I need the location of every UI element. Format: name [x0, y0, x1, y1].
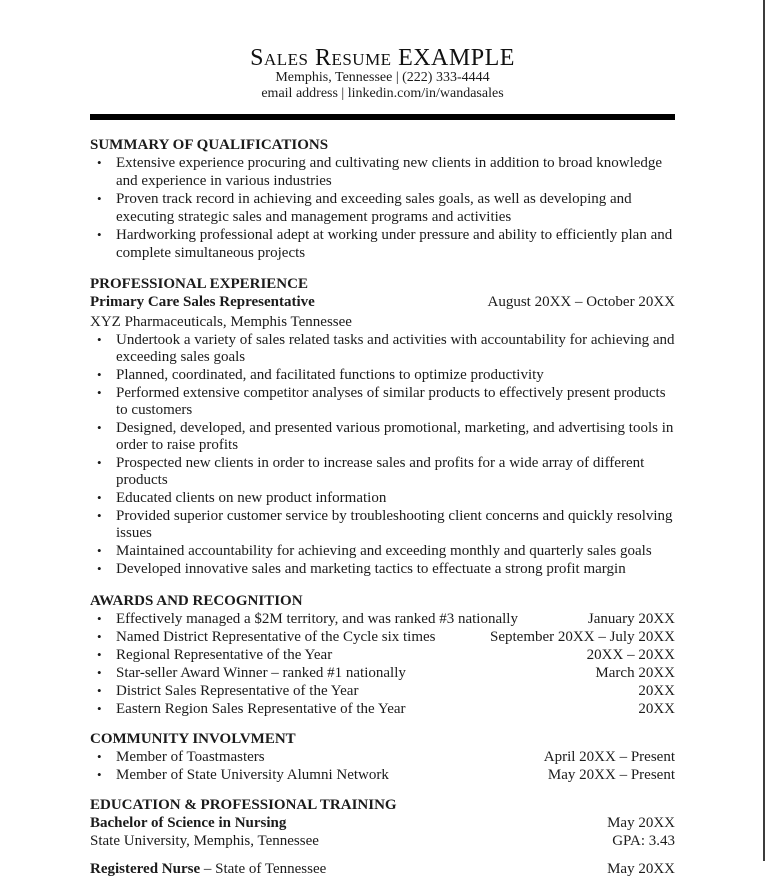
license-detail: – State of Tennessee: [200, 861, 327, 877]
gpa-value: GPA: 3.43: [612, 833, 675, 849]
resume-title: Sales Resume EXAMPLE: [250, 45, 515, 71]
award-item: [90, 646, 675, 664]
bullet-icon: •: [97, 227, 102, 242]
bullet-text: Educated clients on new product information: [116, 490, 387, 506]
section-education: [90, 796, 675, 878]
bullet-icon: •: [97, 611, 102, 626]
bullet-icon: •: [97, 332, 102, 347]
section-experience: [90, 275, 675, 578]
community-list: [90, 748, 675, 784]
community-item: [90, 748, 675, 766]
bullet-text: Provided superior customer service by troubleshooting client concerns and quickly resolving issues: [116, 508, 673, 541]
bullet-icon: •: [97, 367, 102, 382]
bullet-icon: •: [97, 155, 102, 170]
experience-bullet-item: [90, 542, 675, 560]
awards-list: [90, 610, 675, 718]
bullet-icon: •: [97, 543, 102, 558]
summary-bullet-item: [90, 190, 675, 226]
job-dates: August 20XX – October 20XX: [487, 294, 675, 310]
degree-date: May 20XX: [607, 815, 675, 831]
award-date: September 20XX – July 20XX: [490, 629, 675, 645]
experience-bullet-item: [90, 489, 675, 507]
award-date: 20XX: [638, 683, 675, 699]
award-item: [90, 664, 675, 682]
community-text: Member of Toastmasters: [116, 749, 265, 765]
award-date: 20XX: [638, 701, 675, 717]
bullet-text: Extensive experience procuring and cultivating new clients in addition to broad knowledge and experience in various industries: [116, 155, 663, 189]
resume-header: [90, 46, 675, 102]
summary-bullet-item: [90, 226, 675, 262]
community-date: May 20XX – Present: [547, 767, 675, 783]
award-text: Eastern Region Sales Representative of the Year: [116, 701, 406, 717]
section-summary: [90, 136, 675, 262]
award-text: Effectively managed a $2M territory, and was ranked #3 nationally: [116, 611, 518, 627]
bullet-icon: •: [97, 508, 102, 523]
bullet-text: Hardworking professional adept at working under pressure and ability to efficiently plan and complete simultaneous projects: [116, 227, 673, 261]
license-row: [90, 860, 675, 878]
license-date: May 20XX: [607, 861, 675, 877]
bullet-icon: •: [97, 191, 102, 206]
experience-heading: PROFESSIONAL EXPERIENCE: [90, 276, 308, 292]
bullet-text: Undertook a variety of sales related tasks and activities with accountability for achieving and exceeding sales goals: [116, 332, 675, 365]
award-item: [90, 682, 675, 700]
bullet-icon: •: [97, 385, 102, 400]
contact-email-linkedin: email address | linkedin.com/in/wandasales: [261, 86, 504, 101]
section-awards: [90, 592, 675, 718]
bullet-icon: •: [97, 561, 102, 576]
bullet-icon: •: [97, 647, 102, 662]
bullet-text: Prospected new clients in order to increase sales and profits for a wide array of different products: [116, 455, 645, 488]
summary-heading: SUMMARY OF QUALIFICATIONS: [90, 137, 329, 153]
bullet-text: Developed innovative sales and marketing tactics to effectuate a strong profit margin: [116, 561, 626, 577]
degree-title: Bachelor of Science in Nursing: [90, 815, 287, 831]
bullet-text: Proven track record in achieving and exceeding sales goals, as well as developing and executing strategic sales and management programs and activities: [116, 191, 632, 225]
school-row: [90, 832, 675, 850]
community-text: Member of State University Alumni Network: [116, 767, 389, 783]
bullet-text: Maintained accountability for achieving and exceeding monthly and quarterly sales goals: [116, 543, 652, 559]
bullet-text: Planned, coordinated, and facilitated functions to optimize productivity: [116, 367, 544, 383]
summary-bullet-list: [90, 154, 675, 262]
job-title: Primary Care Sales Representative: [90, 294, 315, 310]
experience-bullet-item: [90, 366, 675, 384]
license-title: Registered Nurse: [90, 861, 201, 877]
experience-bullet-list: [90, 331, 675, 578]
header-divider-rule: [90, 114, 675, 120]
experience-bullet-item: [90, 507, 675, 542]
bullet-icon: •: [97, 629, 102, 644]
employer-line: XYZ Pharmaceuticals, Memphis Tennessee: [90, 314, 352, 330]
award-date: 20XX – 20XX: [586, 647, 675, 663]
school-name: State University, Memphis, Tennessee: [90, 833, 319, 849]
bullet-icon: •: [97, 767, 102, 782]
award-text: District Sales Representative of the Year: [116, 683, 359, 699]
education-heading: EDUCATION & PROFESSIONAL TRAINING: [90, 797, 397, 813]
community-heading: COMMUNITY INVOLVMENT: [90, 731, 296, 747]
award-item: [90, 610, 675, 628]
bullet-icon: •: [97, 420, 102, 435]
award-item: [90, 628, 675, 646]
award-text: Regional Representative of the Year: [116, 647, 333, 663]
award-item: [90, 700, 675, 718]
awards-heading: AWARDS AND RECOGNITION: [90, 593, 303, 609]
bullet-icon: •: [97, 683, 102, 698]
experience-bullet-item: [90, 560, 675, 578]
experience-bullet-item: [90, 384, 675, 419]
community-item: [90, 766, 675, 784]
degree-row: [90, 814, 675, 832]
community-date: April 20XX – Present: [543, 749, 675, 765]
license-text: [90, 860, 326, 878]
award-date: March 20XX: [595, 665, 675, 681]
bullet-icon: •: [97, 455, 102, 470]
award-date: January 20XX: [587, 611, 675, 627]
bullet-icon: •: [97, 701, 102, 716]
job-title-row: [90, 293, 675, 311]
experience-bullet-item: [90, 331, 675, 366]
experience-bullet-item: [90, 454, 675, 489]
contact-location-phone: Memphis, Tennessee | (222) 333-4444: [275, 70, 490, 85]
section-community: [90, 730, 675, 784]
bullet-icon: •: [97, 749, 102, 764]
experience-bullet-item: [90, 419, 675, 454]
bullet-icon: •: [97, 490, 102, 505]
bullet-text: Performed extensive competitor analyses of similar products to effectively present products to customers: [116, 385, 666, 418]
bullet-icon: •: [97, 665, 102, 680]
award-text: Star-seller Award Winner – ranked #1 nationally: [116, 665, 406, 681]
bullet-text: Designed, developed, and presented various promotional, marketing, and advertising tools in order to raise profits: [116, 420, 674, 453]
award-text: Named District Representative of the Cycle six times: [116, 629, 436, 645]
summary-bullet-item: [90, 154, 675, 190]
